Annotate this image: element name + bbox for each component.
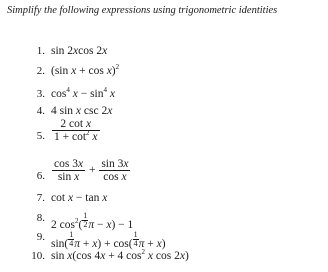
problem-item <box>0 65 328 87</box>
problem-expression: 4 sin x csc 2x <box>51 105 113 117</box>
problem-number: 4. <box>36 105 45 117</box>
problem-expression: sin 2xcos 2x <box>51 45 108 57</box>
problem-number: 6. <box>36 170 45 182</box>
problem-item <box>0 192 328 214</box>
fraction: $\frac{\text{2 cot x}}{1 + \cot^2 x}$ <box>54 118 98 143</box>
fraction: $\frac{\cos 3x}{\text{sin x}}$ <box>54 158 84 183</box>
problem-item <box>0 45 328 67</box>
problem-expression: $\frac{\cos 3x}{\text{sin x}}$ + $\frac{\sin 3x}{\text{cos x}}$ <box>54 158 129 183</box>
problem-number: 5. <box>36 130 45 142</box>
problem-item <box>0 118 328 152</box>
problem-number: 8. <box>36 212 45 224</box>
problem-number: 1. <box>36 45 45 57</box>
problem-expression <box>51 118 101 143</box>
problem-expression: cot x − tan x <box>51 192 108 204</box>
problem-expression: sin( $\frac{1}{4}$ π + x) + cos( $\frac{1}{4}$ π + x) <box>51 230 166 250</box>
problem-expression: $\cos^4 x - \sin^4 x$ <box>51 86 115 100</box>
problem-item <box>0 105 328 127</box>
problem-item <box>0 158 328 192</box>
problem-number: 7. <box>36 192 45 204</box>
problem-expression: 2 $\cos^2$( $\frac{1}{2}$ π − x) − 1 <box>51 211 134 231</box>
fraction: $\frac{\sin 3x}{\text{cos x}}$ <box>101 158 129 183</box>
problem-number: 9. <box>36 231 45 243</box>
problem-number: 10. <box>31 250 45 262</box>
problem-item <box>0 250 328 272</box>
problem-expression: sin x(cos 4x + 4 $\cos^2 x$ cos 2x) <box>51 248 189 262</box>
problem-number: 3. <box>36 88 45 100</box>
problem-expression: (sin x + cos x)$^2$ <box>51 63 120 77</box>
problem-number: 2. <box>36 65 45 77</box>
instruction-text: Simplify the following expressions using trigonometric identities <box>7 5 278 16</box>
